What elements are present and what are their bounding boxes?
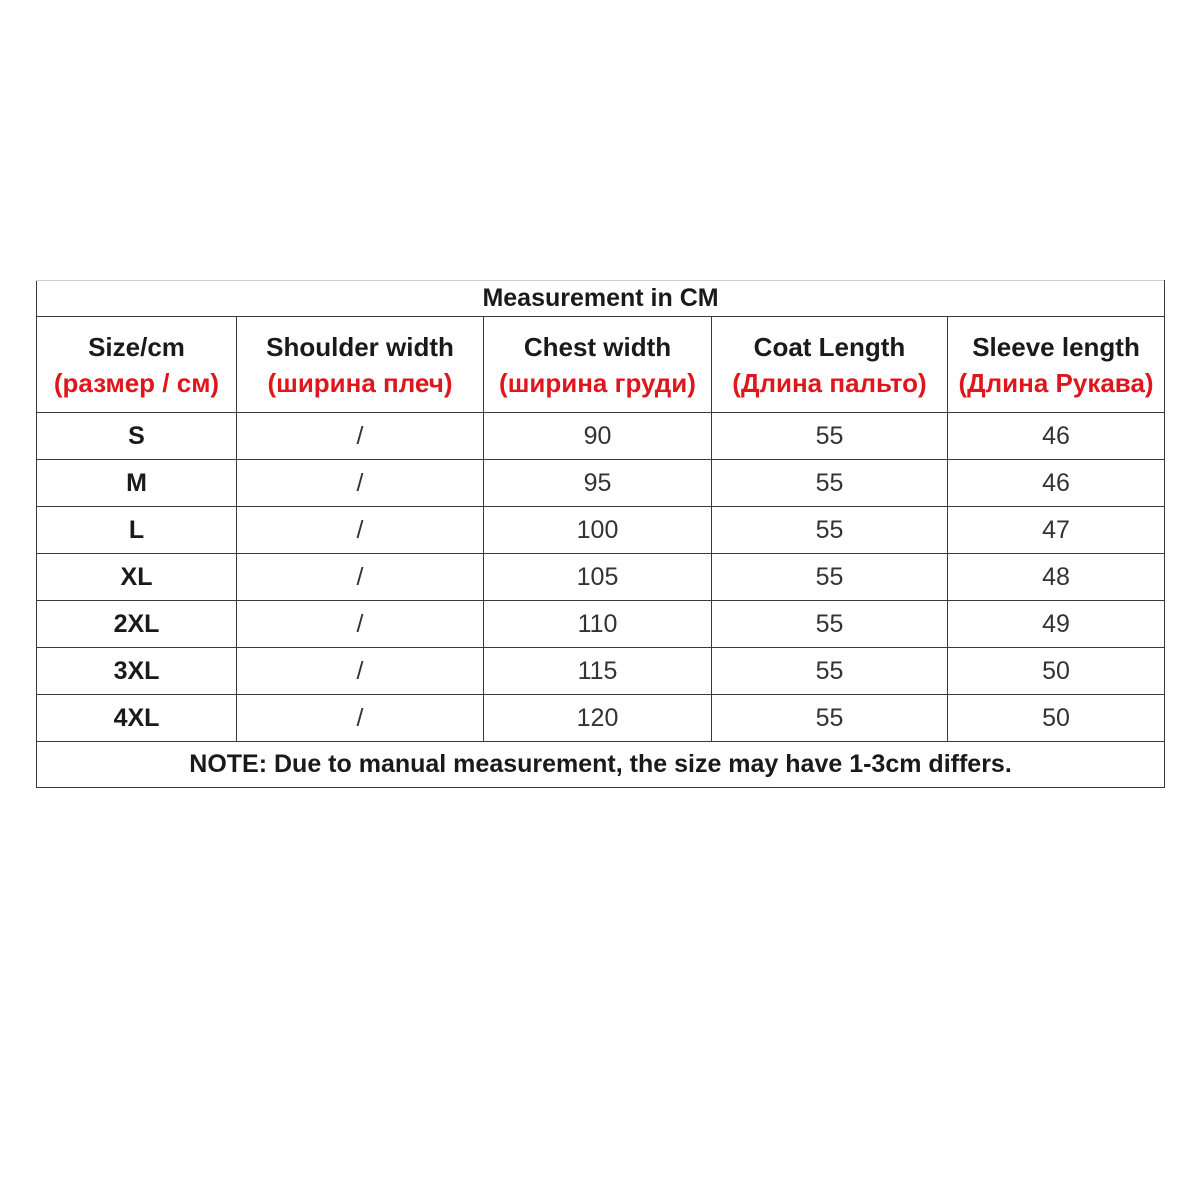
table-title: Measurement in CM [37, 281, 1165, 317]
sleeve-cell: 48 [948, 554, 1165, 601]
coat-length-cell: 55 [712, 601, 948, 648]
table-row [37, 460, 1165, 507]
column-header-en: Chest width [523, 331, 672, 362]
sleeve-cell: 46 [948, 413, 1165, 460]
coat-length-cell: 55 [712, 507, 948, 554]
column-header-ru: (размер / см) [53, 367, 220, 398]
shoulder-cell: / [237, 554, 484, 601]
table-row [37, 507, 1165, 554]
chest-cell: 110 [484, 601, 712, 648]
shoulder-cell: / [237, 648, 484, 695]
column-header-ru: (ширина плеч) [267, 367, 453, 398]
coat-length-cell: 55 [712, 554, 948, 601]
column-header-ru: (Длина Рукава) [958, 367, 1154, 398]
shoulder-cell: / [237, 601, 484, 648]
chest-cell: 105 [484, 554, 712, 601]
column-header-en: Sleeve length [972, 331, 1140, 362]
size-cell: 2XL [37, 601, 237, 648]
column-header-en: Coat Length [753, 331, 906, 362]
coat-length-cell: 55 [712, 413, 948, 460]
table-row [37, 601, 1165, 648]
coat-length-cell: 55 [712, 695, 948, 742]
column-header-chest [484, 317, 712, 413]
chest-cell: 100 [484, 507, 712, 554]
sleeve-cell: 50 [948, 648, 1165, 695]
column-header-shoulder [237, 317, 484, 413]
chest-cell: 115 [484, 648, 712, 695]
size-cell: XL [37, 554, 237, 601]
column-header-size [37, 317, 237, 413]
size-cell: 3XL [37, 648, 237, 695]
chest-cell: 90 [484, 413, 712, 460]
column-header-ru: (Длина пальто) [732, 367, 927, 398]
size-cell: 4XL [37, 695, 237, 742]
measurement-note: NOTE: Due to manual measurement, the size may have 1-3cm differs. [37, 742, 1165, 788]
column-header-en: Shoulder width [266, 331, 454, 362]
table-row [37, 413, 1165, 460]
size-cell: S [37, 413, 237, 460]
sleeve-cell: 46 [948, 460, 1165, 507]
shoulder-cell: / [237, 460, 484, 507]
size-chart [36, 280, 1165, 788]
shoulder-cell: / [237, 413, 484, 460]
shoulder-cell: / [237, 695, 484, 742]
size-cell: L [37, 507, 237, 554]
shoulder-cell: / [237, 507, 484, 554]
coat-length-cell: 55 [712, 460, 948, 507]
chest-cell: 120 [484, 695, 712, 742]
column-header-ru: (ширина груди) [499, 367, 696, 398]
sleeve-cell: 49 [948, 601, 1165, 648]
table-row [37, 695, 1165, 742]
size-cell: M [37, 460, 237, 507]
header-row [37, 317, 1165, 413]
column-header-coat-length [712, 317, 948, 413]
table-row [37, 648, 1165, 695]
title-row [37, 281, 1165, 317]
table-row [37, 554, 1165, 601]
sleeve-cell: 50 [948, 695, 1165, 742]
chest-cell: 95 [484, 460, 712, 507]
coat-length-cell: 55 [712, 648, 948, 695]
column-header-sleeve [948, 317, 1165, 413]
sleeve-cell: 47 [948, 507, 1165, 554]
note-row [37, 742, 1165, 788]
column-header-en: Size/cm [88, 331, 185, 362]
